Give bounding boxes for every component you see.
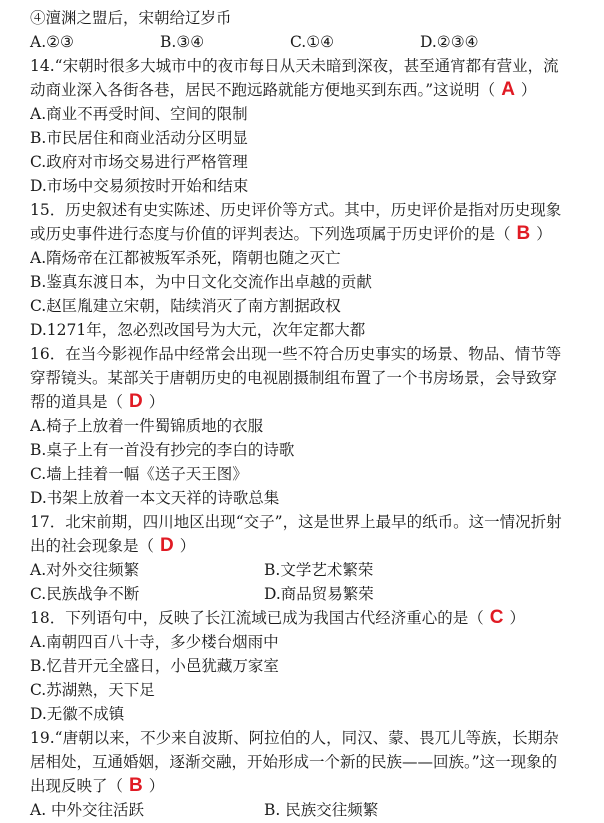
q14-stem-line1: 14.“宋朝时很多大城市中的夜市每日从天未暗到深夜，甚至通宵都有营业，流 <box>30 57 559 75</box>
q16-option-a: A.椅子上放着一件蜀锦质地的衣服 <box>30 417 264 435</box>
q14-answer: A <box>501 79 515 100</box>
q15-option-b: B.鉴真东渡日本，为中日文化交流作出卓越的贡献 <box>30 273 372 291</box>
q13-option-4: ④澶渊之盟后，宋朝给辽岁币 <box>30 9 232 27</box>
q19-stem-line1: 19.“唐朝以来，不少来自波斯、阿拉伯的人，同汉、蒙、畏兀儿等族，长期杂 <box>30 729 559 747</box>
q16-stem-line3: 帮的道具是（ D ） <box>30 391 165 412</box>
q13-choice-c: C.①④ <box>290 33 335 51</box>
q15-stem-line2: 或历史事件进行态度与价值的评判表达。下列选项属于历史评价的是（ B ） <box>30 223 552 244</box>
q15-option-c: C.赵匡胤建立宋朝，陆续消灭了南方割据政权 <box>30 297 341 315</box>
q18-option-b: B.忆昔开元全盛日，小邑犹藏万家室 <box>30 657 279 675</box>
q14-option-c: C.政府对市场交易进行严格管理 <box>30 153 248 171</box>
q17-option-c: C.民族战争不断 <box>30 585 140 603</box>
q13-choice-d: D.②③④ <box>420 33 479 51</box>
q18-option-c: C.苏湖熟，天下足 <box>30 681 155 699</box>
q15-option-a: A.隋炀帝在江都被叛军杀死，隋朝也随之灭亡 <box>30 249 341 267</box>
q18-answer: C <box>489 607 504 628</box>
q18-stem-line1: 18．下列语句中，反映了长江流域已成为我国古代经济重心的是（ C ） <box>30 607 525 628</box>
q18-option-d: D.无徽不成镇 <box>30 705 125 723</box>
q15-answer: B <box>516 223 531 244</box>
q16-option-c: C.墙上挂着一幅《送子天王图》 <box>30 465 248 483</box>
q19-option-a: A. 中外交往活跃 <box>30 801 145 819</box>
q16-option-d: D.书架上放着一本文天祥的诗歌总集 <box>30 489 280 507</box>
q18-option-a: A.南朝四百八十寺，多少楼台烟雨中 <box>30 633 279 651</box>
q14-option-b: B.市民居住和商业活动分区明显 <box>30 129 248 147</box>
q19-answer: B <box>129 775 143 796</box>
q17-option-d: D.商品贸易繁荣 <box>264 585 374 603</box>
q16-answer: D <box>129 391 143 412</box>
q15-option-d: D.1271年，忽必烈改国号为大元，次年定都大都 <box>30 321 366 339</box>
q14-option-a: A.商业不再受时间、空间的限制 <box>30 105 248 123</box>
q14-stem-line2: 动商业深入各街各巷，居民不跑远路就能方便地买到东西。”这说明（ A ） <box>30 79 537 100</box>
q13-choice-a: A.②③ <box>30 33 74 51</box>
q19-stem-line3: 出现反映了（ B ） <box>30 775 165 796</box>
q17-answer: D <box>160 535 174 556</box>
q19-option-b: B. 民族交往频繁 <box>264 801 379 819</box>
q17-options-row2 <box>30 582 586 606</box>
q15-stem-line1: 15．历史叙述有史实陈述、历史评价等方式。其中，历史评价是指对历史现象 <box>30 201 562 219</box>
q16-stem-line1: 16．在当今影视作品中经常会出现一些不符合历史事实的场景、物品、情节等 <box>30 345 562 363</box>
q13-choice-b: B.③④ <box>160 33 205 51</box>
q17-options-row1 <box>30 558 586 582</box>
q17-stem-line1: 17．北宋前期，四川地区出现“交子”，这是世界上最早的纸币。这一情况折射 <box>30 513 562 531</box>
q16-option-b: B.桌子上有一首没有抄完的李白的诗歌 <box>30 441 295 459</box>
q19-options-row1 <box>30 798 586 822</box>
q19-stem-line2: 居相处，互通婚姻，逐渐交融，开始形成一个新的民族——回族。”这一现象的 <box>30 753 558 771</box>
q17-stem-line2: 出的社会现象是（ D ） <box>30 535 196 556</box>
q17-option-a: A.对外交往频繁 <box>30 561 140 579</box>
q16-stem-line2: 穿帮镜头。某部关于唐朝历史的电视剧摄制组布置了一个书房场景，会导致穿 <box>30 369 558 387</box>
q13-choices <box>30 30 586 54</box>
q14-option-d: D.市场中交易须按时开始和结束 <box>30 177 249 195</box>
q17-option-b: B.文学艺术繁荣 <box>264 561 374 579</box>
